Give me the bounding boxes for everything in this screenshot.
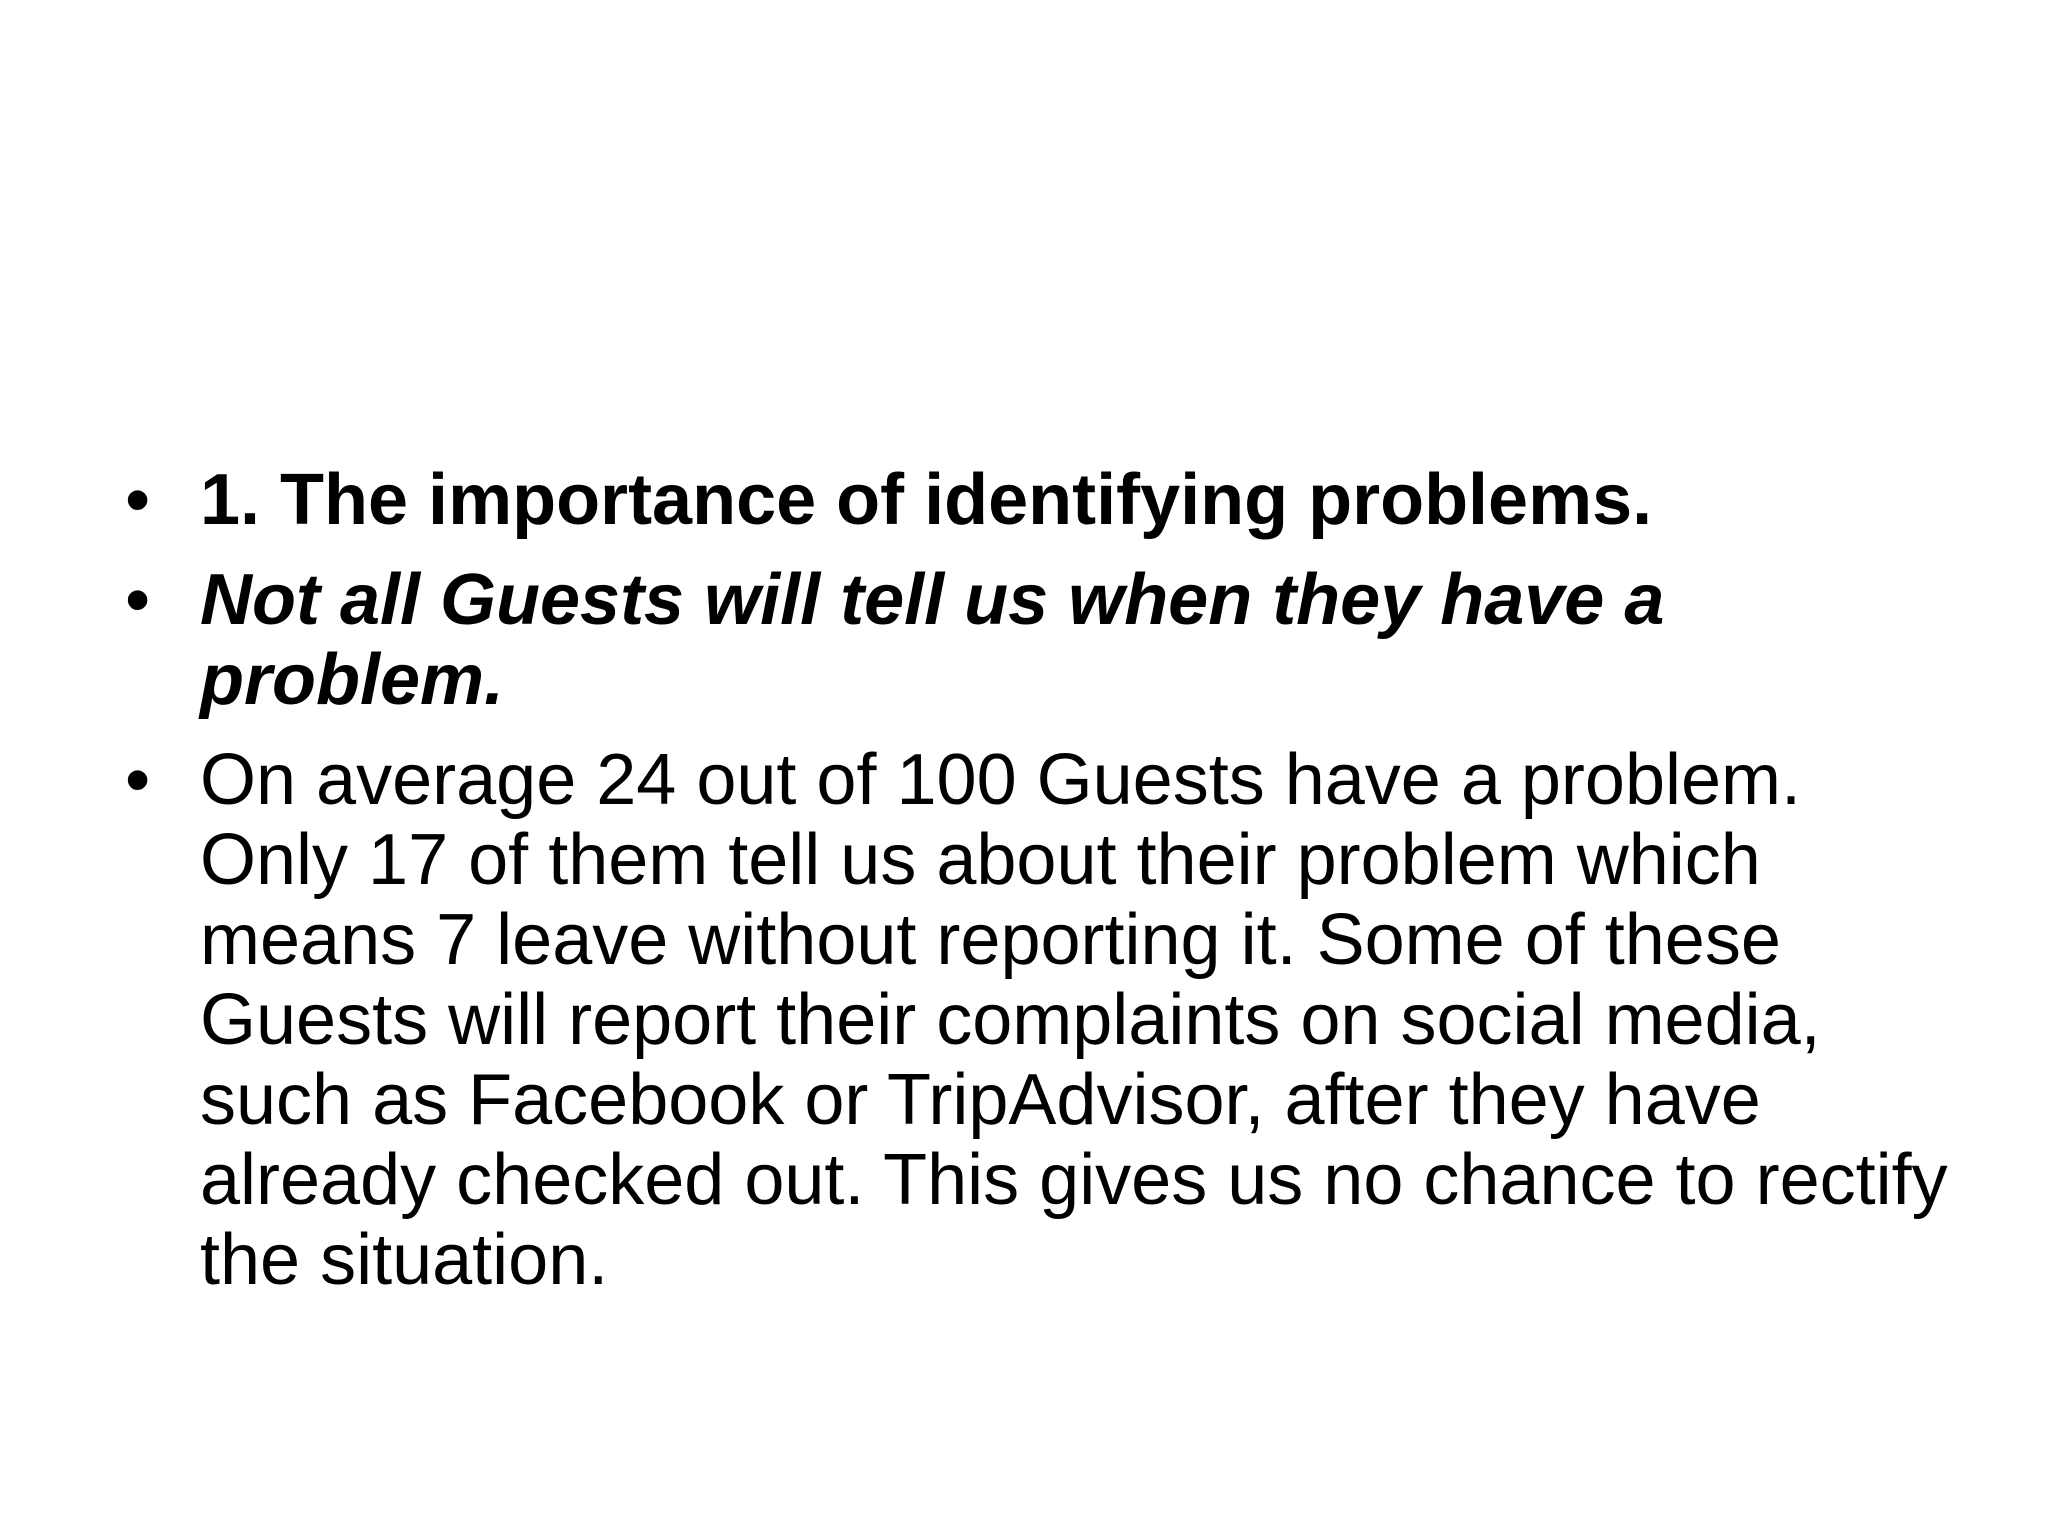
bullet-text-1: 1. The importance of identifying problems. bbox=[200, 460, 1653, 540]
bullet-text-3: On average 24 out of 100 Guests have a problem. Only 17 of them tell us about their problem which means 7 leave without reporting it. Some of these Guests will report their complaints on social media, such as Facebook or TripAdvisor, after they have already checked out. This gives us no chance to rectify the situation. bbox=[200, 740, 1948, 1300]
bullet-item-3 bbox=[125, 740, 1950, 1300]
bullet-item-1 bbox=[125, 460, 1950, 540]
bullet-text-2: Not all Guests will tell us when they have a problem. bbox=[200, 560, 1665, 720]
bullet-list bbox=[125, 460, 1950, 1320]
bullet-dot-icon: • bbox=[125, 560, 151, 640]
bullet-item-2 bbox=[125, 560, 1950, 720]
bullet-dot-icon: • bbox=[125, 740, 151, 820]
bullet-dot-icon: • bbox=[125, 460, 151, 540]
